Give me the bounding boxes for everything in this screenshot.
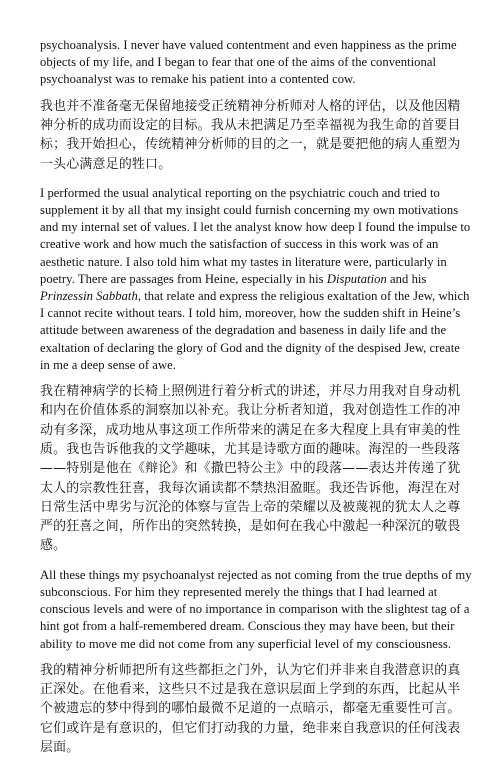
document-page xyxy=(40,37,472,768)
paragraph-en-2 xyxy=(40,185,472,374)
paragraph-en-2-segment: and his xyxy=(386,271,427,286)
paragraph-en-1: psychoanalysis. I never have valued contentment and even happiness as the prime objects of my life, and I began to fear that one of the aims of the conventional psychoanalyst was to remake his patient into a contented cow. xyxy=(40,38,457,87)
paragraph-en-2-segment: I performed the usual analytical reporting on the psychiatric couch and tried to supplement it by all that my insight could furnish concerning my own motivations and my internal set of values. I let the analyst know how deep I found the impulse to creative work and how much the satisfaction of success in this work was of an aesthetic nature. I also told him what my tastes in literature were, particularly in poetry. There are passages from Heine, especially in his xyxy=(40,185,471,286)
work-title-prinzessin-sabbath: Prinzessin Sabbath xyxy=(40,289,138,304)
paragraph-zh-1: 我也并不准备毫无保留地接受正统精神分析师对人格的评估，以及他因精神分析的成功而设定的目标。我从未把满足乃至幸福视为我生命的首要目标；我开始担心，传统精神分析师的目的之一，就是要把他的病人重塑为一头心满意足的牲口。 xyxy=(40,98,461,172)
paragraph-zh-2: 我在精神病学的长椅上照例进行着分析式的讲述，并尽力用我对自身动机和内在价值体系的洞察加以补充。我让分析者知道，我对创造性工作的冲动有多深，成功地从事这项工作所带来的满足在多大程度上具有审美的性质。我也告诉他我的文学趣味，尤其是诗歌方面的趣味。海涅的一些段落——特别是他在《辩论》和《撒巴特公主》中的段落——表达并传递了犹太人的宗教性狂喜，我每次诵读都不禁热泪盈眶。我还告诉他，海涅在对日常生活中卑劣与沉沦的体察与宣告上帝的荣耀以及被蔑视的犹太人之尊严的狂喜之间，所作出的突然转换，是如何在我心中激起一种深沉的敬畏感。 xyxy=(40,384,461,554)
paragraph-en-3: All these things my psychoanalyst rejected as not coming from the true depths of my subconscious. For him they represented merely the things that I had learned at conscious levels and were of no importance in comparison with the slightest tag of a hint got from a half-remembered dream. Conscious they may have been, but their ability to move me did not come from any superficial level of my consciousness. xyxy=(40,567,472,651)
paragraph-en-2-segment: , that relate and express the religious exaltation of the Jew, which I cannot recite without tears. I told him, moreover, how the sudden shift in Heine’s attitude between awareness of the degradation and baseness in daily life and the exaltation of declaring the glory of God and the dignity of the despised Jew, create in me a deep sense of awe. xyxy=(40,289,470,372)
work-title-disputation: Disputation xyxy=(326,271,387,286)
paragraph-zh-3: 我的精神分析师把所有这些都拒之门外，认为它们并非来自我潜意识的真正深处。在他看来，这些只不过是我在意识层面上学到的东西，比起从半个被遗忘的梦中得到的哪怕最微不足道的一点暗示，都毫无重要性可言。它们或许是有意识的，但它们打动我的力量，绝非来自我意识的任何浅表层面。 xyxy=(40,662,461,755)
